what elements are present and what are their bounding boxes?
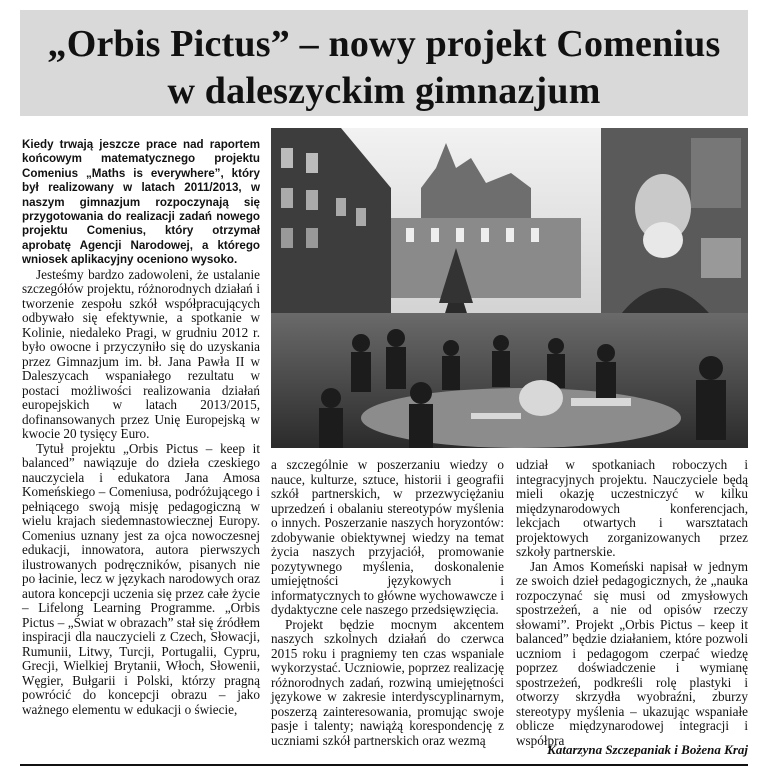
article-column-3 [516,458,748,748]
body-paragraph: Tytuł projektu „Orbis Pictus – keep it balanced” nawiązuje do dzieła czeskiego nauczyciela i edukatora Jana Amosa Komeńskiego – Comeniusa, podróżującego i pełniącego swoją misję pedagogiczną w wielu krajach siedemnastowiecznej Europy. Comenius uznany jest za ojca nowoczesnej edukacji, innowatora, autora pierwszych ilustrowanych podręczników, pisanych nie po łacinie, lecz w językach narodowych oraz autora koncepcji uczenia się przez całe życie – Lifelong Learning Programme. „Orbis Pictus – „Świat w obrazach” stał się źródłem inspiracji dla nauczycieli z Czech, Słowacji, Rumunii, Litwy, Turcji, Portugalii, Cypru, Grecji, Wielkiej Brytanii, Włoch, Słowenii, Węgier, Bułgarii i Polski, którzy pragną powrócić do koncepcji obrazu – jako ważnego elementu w edukacji o świecie, [22,440,260,717]
headline-line-1: „Orbis Pictus” – nowy projekt Comenius [47,23,721,65]
headline-line-2: w daleszyckim gimnazjum [167,70,601,112]
author-signature: Katarzyna Szczepaniak i Bożena Kraj [547,742,748,757]
title-band [20,10,748,116]
body-paragraph: udział w spotkaniach roboczych i integracyjnych projektu. Nauczyciele będą mieli okazję uczestniczyć w kilku międzynarodowych konferencjach, lekcjach otwartych i warsztatach projektowych zorganizowanych przez szkoły partnerskie. [516,457,748,559]
article-column-2 [271,458,504,748]
article-column-1 [22,138,260,717]
body-paragraph: a szczególnie w poszerzaniu wiedzy o nauce, kulturze, sztuce, historii i geografii szkół partnerskich, w przezwyciężaniu uprzedzeń i obalaniu stereotypów myślenia o innych. Poszerzanie naszych horyzontów: zdobywanie obiektywnej wiedzy na temat życia naszych przyjaciół, promowanie pozytywnego myślenia, doskonalenie umiejętności językowych i informatycznych to główne wychowawcze i dydaktyczne cele naszego przedsięwzięcia. [271,457,504,617]
body-paragraph: Projekt będzie mocnym akcentem naszych szkolnych działań do czerwca 2015 roku i pragniemy ten czas wspaniale wykorzystać. Uczniowie, poprzez realizację różnorodnych zadań, rozwiną umiejętności językowe w zakresie interdyscyplinarnym, poszerzą zainteresowania, promując swoje pasje i talenty; nawiążą korespondencję z uczniami szkół partnerskich oraz wezmą [271,616,504,748]
bottom-rule [20,764,748,766]
body-paragraph: Jesteśmy bardzo zadowoleni, że ustalanie szczegółów projektu, różnorodnych działań i tworzenie zespołu szkół współpracujących odbywało się efektywnie, a spotkanie w Kolinie, niedaleko Pragi, w grudniu 2012 r. było owocne i przyczyniło się do uzyskania przez Gimnazjum im. bł. Jana Pawła II w Daleszycach wspaniałego rezultatu w postaci możliwości realizowania działań europejskich w latach 2013/2015, dofinansowanych przez Unię Europejską w kwocie 20 tysięcy Euro. [22,266,260,442]
collage-photo [271,128,748,448]
lead-paragraph: Kiedy trwają jeszcze prace nad raportem końcowym matematycznego projektu Comenius „Maths is everywhere”, który był realizowany w latach 2011/2013, w naszym gimnazjum rozpoczynają się przygotowania do realizacji zadań nowego projektu Comenius, który otrzymał aprobatę Agencji Narodowej, a którego wniosek aplikacyjny oceniono wysoko. [22,138,260,267]
body-paragraph: Jan Amos Komeński napisał w jednym ze swoich dzieł pedagogicznych, że „nauka rozpoczynać się musi od zmysłowych spostrzeżeń, a nie od opisów rzeczy słowami”. Projekt „Orbis Pictus – keep it balanced” będzie działaniem, które pozwoli uczniom i pedagogom czerpać wiedzę poprzez doświadczenie i wymianę spostrzeżeń, podkreśli rolę plastyki i otworzy skrzydła wyobraźni, zburzy stereotypy myślenia – ukazując wspaniałe oblicze międzynarodowej integracji i współpra [516,558,748,748]
